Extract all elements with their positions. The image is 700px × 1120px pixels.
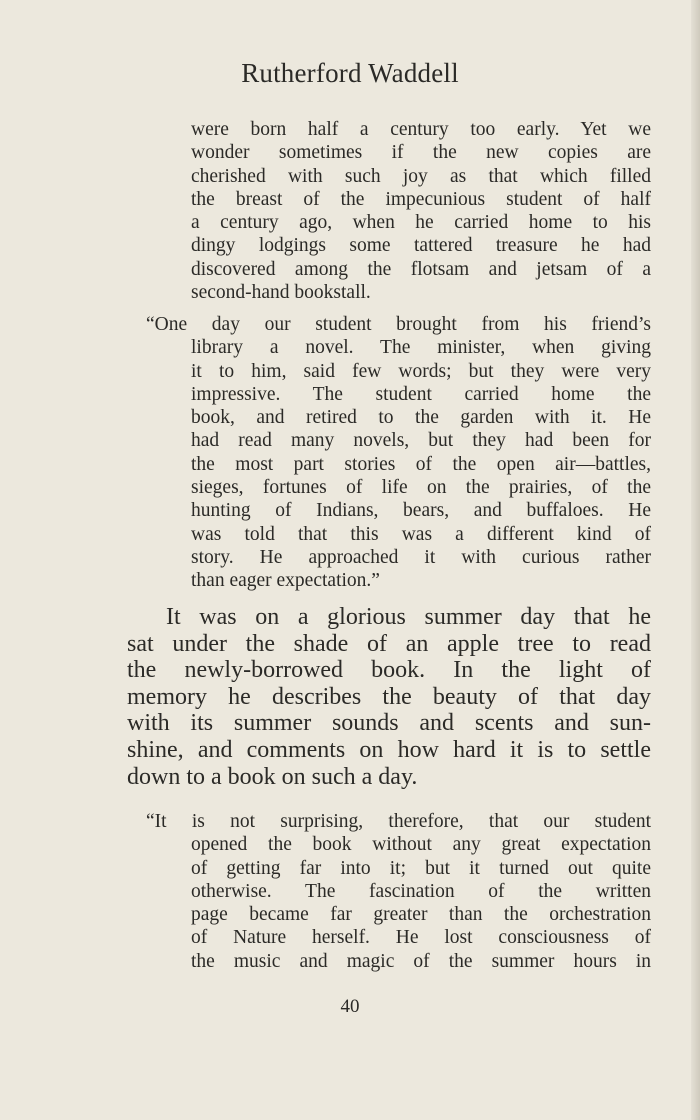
text-line: It was on a glorious summer day that he	[166, 604, 651, 630]
text-line: a century ago, when he carried home to his	[191, 212, 651, 234]
text-line: than eager expectation.”	[191, 570, 380, 592]
text-line: otherwise. The fascination of the written	[191, 880, 651, 902]
page-edge-shadow	[691, 0, 700, 1120]
page-number: 40	[340, 996, 360, 1017]
text-line: hunting of Indians, bears, and buffaloes. He	[191, 500, 651, 522]
text-line: the most part stories of the open air—battles,	[191, 453, 651, 475]
text-line: was told that this was a different kind of	[191, 523, 651, 545]
text-line: book, and retired to the garden with it. He	[191, 407, 651, 429]
text-line: the music and magic of the summer hours in	[191, 950, 651, 972]
text-line: of Nature herself. He lost consciousness of	[191, 927, 651, 949]
text-line: with its summer sounds and scents and sun-	[127, 710, 651, 737]
text-line: wonder sometimes if the new copies are	[191, 142, 651, 164]
text-line: shine, and comments on how hard it is to settle	[127, 736, 651, 763]
text-line: were born half a century too early. Yet we	[191, 119, 651, 140]
text-line: second-hand bookstall.	[191, 282, 371, 304]
text-line: memory he describes the beauty of that day	[127, 683, 651, 710]
running-head: Rutherford Waddell	[241, 58, 459, 88]
text-line: the newly-borrowed book. In the light of	[127, 657, 651, 684]
text-line: discovered among the flotsam and jetsam of a	[191, 258, 651, 280]
text-line: page became far greater than the orchestration	[191, 904, 651, 926]
text-line: story. He approached it with curious rather	[191, 546, 651, 568]
text-line: sieges, fortunes of life on the prairies, of the	[191, 477, 651, 499]
text-line: cherished with such joy as that which filled	[191, 165, 651, 187]
text-line: of getting far into it; but it turned out quite	[191, 857, 651, 879]
text-line: sat under the shade of an apple tree to read	[127, 630, 651, 657]
text-line: library a novel. The minister, when giving	[191, 337, 651, 359]
quote-paragraph-one-day	[146, 313, 651, 593]
text-line: down to a book on such a day.	[127, 763, 418, 790]
text-line: had read many novels, but they had been for	[191, 430, 651, 452]
text-line: impressive. The student carried home the	[191, 383, 651, 405]
text-line: opened the book without any great expectation	[191, 834, 651, 856]
body-paragraph-summer-day	[127, 604, 651, 790]
quote-paragraph-continued	[191, 118, 651, 304]
text-line: it to him, said few words; but they were very	[191, 360, 651, 382]
text-line: dingy lodgings some tattered treasure he had	[191, 235, 651, 257]
text-line: “One day our student brought from his friend’s	[146, 314, 651, 335]
text-line: “It is not surprising, therefore, that our student	[146, 811, 651, 832]
text-line: the breast of the impecunious student of half	[191, 188, 651, 210]
quote-paragraph-not-surprising	[146, 810, 651, 973]
